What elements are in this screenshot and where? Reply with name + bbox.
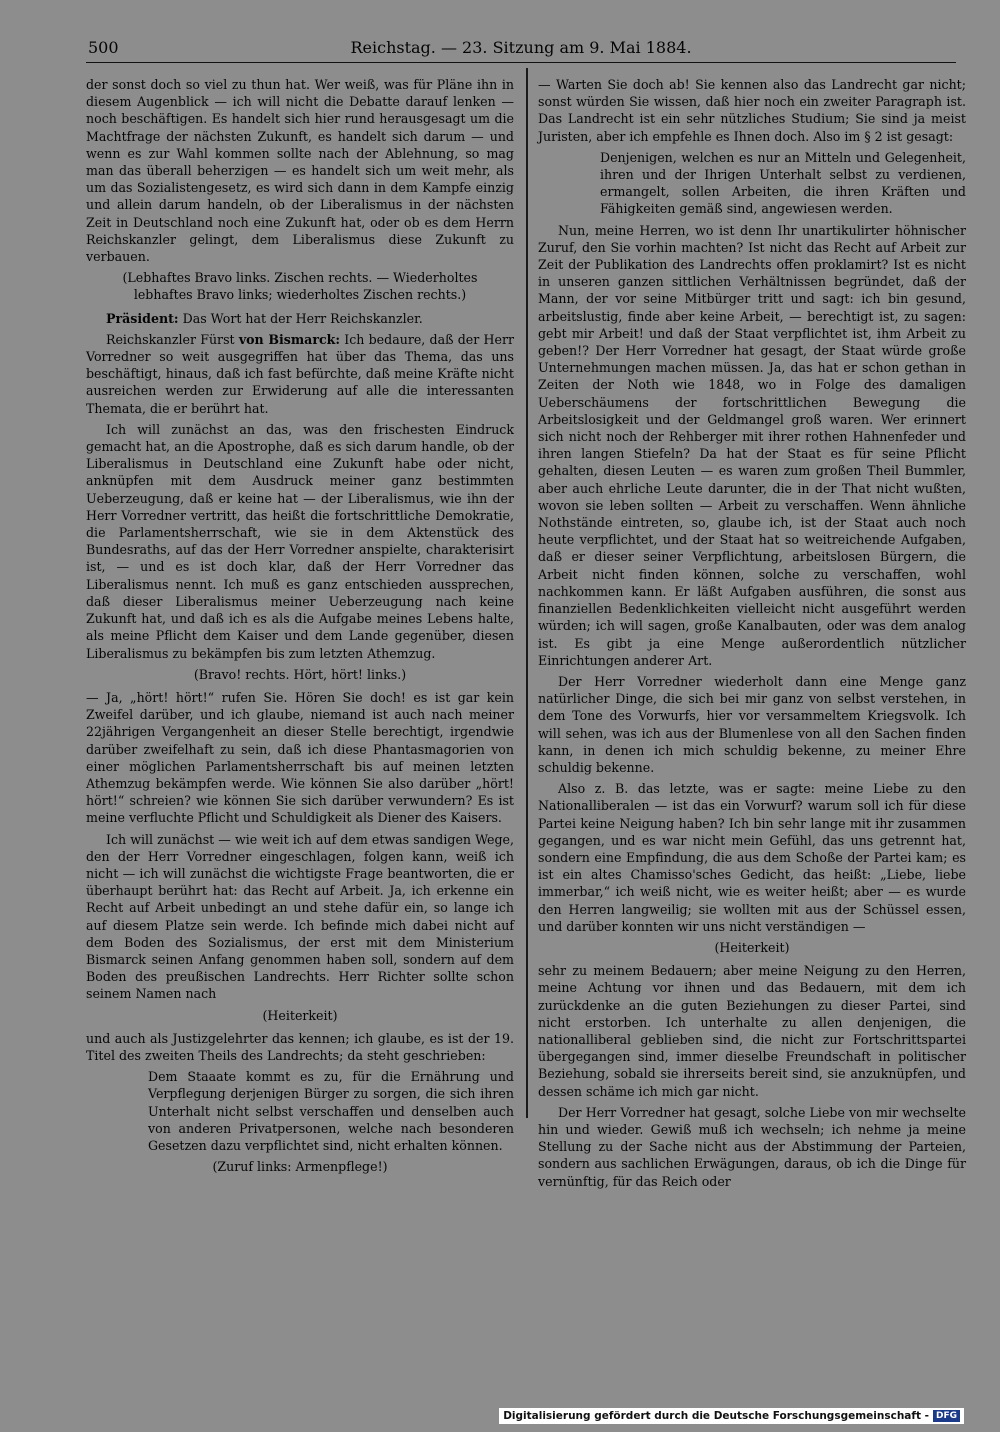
stage-direction: (Zuruf links: Armenpflege!) bbox=[212, 1159, 388, 1175]
paragraph: Also z. B. das letzte, was er sagte: meine Liebe zu den Nationalliberalen — ist das ein Vorwurf? warum soll ich für diese Partei keine Neigung haben? Ich bin sehr lange mit ihr zusammen gegangen, und es war nicht mein Gefühl, das uns getrennt hat, sondern eine Empfindung, die aus dem Schoße der Partei kam; es ist ein altes Chamisso'sches Gedicht, das heißt: „Liebe, liebe immerbar,“ ich weiß nicht, wie es weiter heißt; aber — es wurde den Herren langweilig; sie wollten mit aus der Schüssel essen, und darüber konnten wir uns nicht verständigen — bbox=[538, 781, 966, 934]
paragraph bbox=[86, 331, 514, 417]
column-divider bbox=[526, 68, 528, 1118]
paragraph: — Warten Sie doch ab! Sie kennen also das Landrecht gar nicht; sonst würden Sie wissen, daß hier noch ein zweiter Paragraph ist. Das Landrecht ist ein sehr nützliches Studium; Sie sind ja meist Juristen, aber ich empfehle es Ihnen doch. Also im § 2 ist gesagt: bbox=[538, 77, 966, 144]
paragraph-text: Ich bedaure, daß der Herr Vorredner so weit ausgegriffen hat über das Thema, das uns beschäftigt, hinaus, daß ich fast befürchte, daß meine Kräfte nicht ausreichen werden zur Erwiderung auf alle die interessanten Themata, die er berührt hat. bbox=[86, 331, 514, 416]
page-header bbox=[86, 36, 956, 63]
stage-direction: (Bravo! rechts. Hört, hört! links.) bbox=[193, 666, 407, 682]
speaker-name: Präsident: bbox=[106, 310, 179, 326]
speaker-intro: Reichskanzler Fürst bbox=[106, 331, 239, 347]
paragraph: Nun, meine Herren, wo ist denn Ihr unartikulirter höhnischer Zuruf, den Sie vorhin machten? Ist nicht das Recht auf Arbeit zur Zeit der Publikation des Landrechts offen proklamirt? Ist es nicht in unseren ganzen sittlichen Verhältnissen begründet, daß der Mann, der vor seine Mitbürger tritt und sagt: ich bin gesund, arbeitslustig, finde aber keine Arbeit, — berechtigt ist, zu sagen: gebt mir Arbeit! und daß der Staat verpflichtet ist, ihm Arbeit zu geben!? Der Herr Vorredner hat gesagt, der Staat würde große Unternehmungen machen müssen. Ja, das hat er schon gethan in Zeiten der Noth wie 1848, wo in Folge des damaligen Ueberschäumens der fortschrittlichen Bewegung die Arbeitslosigkeit und der Geldmangel groß waren. Wer erinnert sich nicht noch der Rehberger mit ihrer rothen Hahnenfeder und ihren langen Stiefeln? Da hat der Staat es für seine Pflicht gehalten, diesen Leuten — es waren zum großen Theil Bummler, aber auch ehrliche Leute darunter, die in der That nicht wußten, wovon sie leben sollten — Arbeit zu verschaffen. Wenn ähnliche Nothstände eintreten, so, glaube ich, ist der Staat auch noch heute verpflichtet, und der Staat hat so weitreichende Aufgaben, daß er dieser seiner Verpflichtung, arbeitslosen Bürgern, die Arbeit nicht finden können, solche zu verschaffen, wohl nachkommen kann. Er läßt Aufgaben ausführen, die sonst aus finanziellen Bedenklichkeiten vielleicht nicht ausgeführt werden würden; ich will sagen, große Kanalbauten, oder was dem analog ist. Es gibt ja eine Menge außerordentlich nützlicher Einrichtungen anderer Art. bbox=[538, 222, 966, 668]
block-quote: Dem Staaate kommt es zu, für die Ernährung und Verpflegung derjenigen Bürger zu sorgen, die sich ihren Unterhalt nicht selbst verschaffen und denselben auch von anderen Privatpersonen, welche nach besonderen Gesetzen dazu verpflichtet sind, nicht erhalten können. bbox=[148, 1069, 514, 1153]
left-column bbox=[86, 76, 514, 1181]
paragraph: Ich will zunächst an das, was den frischesten Eindruck gemacht hat, an die Apostrophe, daß es sich darum handle, ob der Liberalismus in Deutschland eine Zukunft habe oder nicht, anknüpfen mit dem Ausdruck meiner ganz bestimmten Ueberzeugung, daß er keine hat — der Liberalismus, wie ihn der Herr Vorredner vertritt, das heißt die fortschrittliche Demokratie, die Parlamentsherrschaft, wie sie in dem Aktenstück des Bundesraths, auf das der Herr Vorredner anspielte, charakterisirt ist, — und es ist doch klar, daß der Herr Vorredner das Liberalismus nennt. Ich muß es ganz entschieden aussprechen, daß dieser Liberalismus meiner Ueberzeugung nach keine Zukunft hat, und daß ich es als die Aufgabe meines Lebens halte, als meine Pflicht dem Kaiser und dem Lande gegenüber, diesen Liberalismus zu bekämpfen bis zum letzten Athemzug. bbox=[86, 421, 514, 661]
dfg-logo-icon: DFG bbox=[933, 1410, 960, 1422]
credit-text: Digitalisierung gefördert durch die Deutsche Forschungsgemeinschaft - bbox=[503, 1410, 929, 1422]
paragraph: Ich will zunächst — wie weit ich auf dem etwas sandigen Wege, den der Herr Vorredner eingeschlagen, folgen kann, weiß ich nicht — ich will zunächst die wichtigste Frage beantworten, die er überhaupt berührt hat: das Recht auf Arbeit. Ja, ich erkenne ein Recht auf Arbeit unbedingt an und stehe dafür ein, so lange ich auf diesem Platze sein werde. Ich befinde mich dabei nicht auf dem Boden des Sozialismus, der erst mit dem Ministerium Bismarck seinen Anfang genommen haben soll, sondern auf dem Boden des preußischen Landrechts. Herr Richter sollte schon seinem Namen nach bbox=[86, 831, 514, 1002]
paragraph: Der Herr Vorredner wiederholt dann eine Menge ganz natürlicher Dinge, die sich bei mir ganz von selbst verstehen, in dem Tone des Vorwurfs, hier vor versammeltem Kriegsvolk. Ich will sehen, was ich aus der Blumenlese von all den Sachen finden kann, in denen ich mich schuldig bekenne, zu meiner Ehre schuldig bekenne. bbox=[538, 673, 966, 775]
block-quote: Denjenigen, welchen es nur an Mitteln und Gelegenheit, ihren und der Ihrigen Unterhalt selbst zu verdienen, ermangelt, sollen Arbeiten, die ihren Kräften und Fähigkeiten gemäß sind, angewiesen werden. bbox=[600, 149, 966, 217]
paragraph bbox=[86, 310, 514, 327]
paragraph: der sonst doch so viel zu thun hat. Wer weiß, was für Pläne ihn in diesem Augenblick — ich will nicht die Debatte darauf lenken — noch beschäftigen. Es handelt sich hier rund herausgesagt um die Machtfrage der nächsten Zukunft, es handelt sich darum — und wenn es zur Wahl kommen sollte nach der Ablehnung, so mag man das überall beherzigen — es handelt sich um weit mehr, als um das Sozialistengesetz, es wird sich dann in dem Kampfe einzig und allein darum handeln, ob der Liberalismus in der nächsten Zeit in Deutschland noch eine Zukunft hat, oder ob es dem Herrn Reichskanzler gelingt, dem Liberalismus diese Zukunft zu verbauen. bbox=[86, 77, 514, 265]
speaker-name: von Bismarck: bbox=[238, 331, 341, 347]
digitization-credit bbox=[499, 1408, 964, 1424]
stage-direction: (Heiterkeit) bbox=[262, 1007, 338, 1023]
paragraph: Der Herr Vorredner hat gesagt, solche Liebe von mir wechselte hin und wieder. Gewiß muß ich wechseln; ich nehme ja meine Stellung zu der Sache nicht aus der Abstimmung der Parteien, sondern aus sachlichen Erwägungen, daraus, ob ich die Dinge für vernünftig, für das Reich oder bbox=[538, 1104, 966, 1189]
page-number: 500 bbox=[88, 38, 119, 57]
paragraph: und auch als Justizgelehrter das kennen; ich glaube, es ist der 19. Titel des zweiten Theils des Landrechts; da steht geschrieben: bbox=[86, 1030, 514, 1063]
stage-direction: (Lebhaftes Bravo links. Zischen rechts. — Wiederholtes lebhaftes Bravo links; wiederholtes Zischen rechts.) bbox=[122, 270, 478, 303]
paragraph: sehr zu meinem Bedauern; aber meine Neigung zu den Herren, meine Achtung vor ihnen und das Bedauern, mit dem ich zurückdenke an die guten Beziehungen zu dieser Partei, sind nicht erstorben. Ich unterhalte zu allen denjenigen, die nationalliberal geblieben sind, die nicht zur Fortschrittspartei übergegangen sind, immer dieselbe Freundschaft in politischer Beziehung, sobald sie ihrerseits bereit sind, sie anzuknüpfen, und dessen schäme ich mich gar nicht. bbox=[538, 963, 966, 1099]
paragraph: — Ja, „hört! hört!“ rufen Sie. Hören Sie doch! es ist gar kein Zweifel darüber, und ich glaube, niemand ist auch nach meiner 22jährigen Vergangenheit an dieser Stelle berechtigt, irgendwie darüber zweifelhaft zu sein, daß ich diese Phantasmagorien von einer möglichen Parlamentsherrschaft bis auf meinen letzten Athemzug bekämpfen werde. Wie können Sie also darüber „hört! hört!“ schreien? wie können Sie sich darüber verwundern? Es ist meine verfluchte Pflicht und Schuldigkeit als Diener des Kaisers. bbox=[86, 689, 514, 826]
right-column bbox=[538, 76, 966, 1194]
page-title: Reichstag. — 23. Sitzung am 9. Mai 1884. bbox=[350, 38, 692, 57]
paragraph-text: Das Wort hat der Herr Reichskanzler. bbox=[178, 310, 423, 326]
stage-direction: (Heiterkeit) bbox=[714, 939, 790, 955]
